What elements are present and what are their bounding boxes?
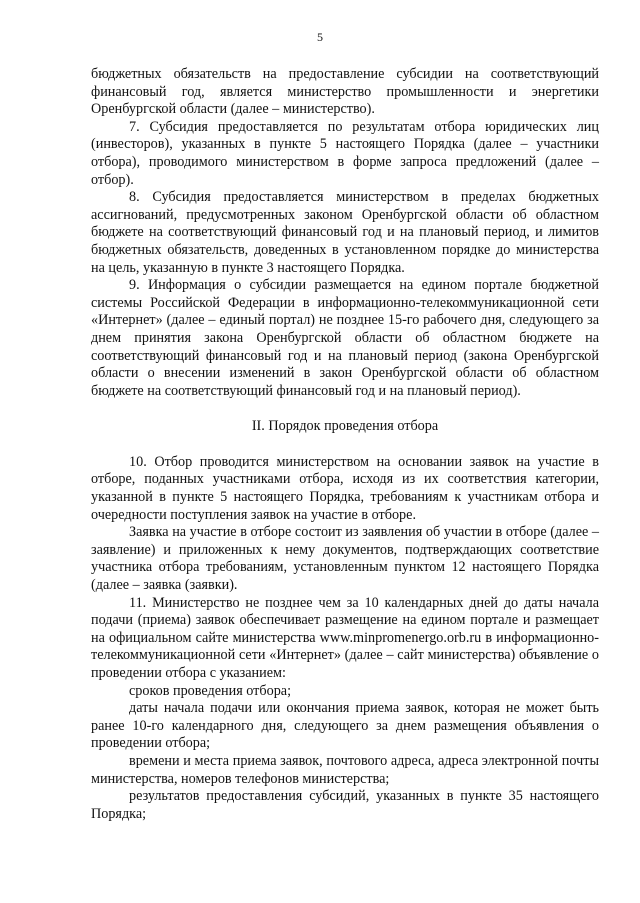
paragraph-item-8: 8. Субсидия предоставляется министерством в пределах бюджетных ассигнований, предусмотренных законом Оренбургской области об областном бюджете на соответствующий финансовый год и на плановый период, и лимитов бюджетных обязательств, доведенных в установленном порядке до министерства на цель, указанную в пункте 3 настоящего Порядка. xyxy=(91,189,599,276)
paragraph-item-10: 10. Отбор проводится министерством на основании заявок на участие в отборе, поданных участниками отбора, исходя из их соответствия категории, указанной в пункте 5 настоящего Порядка, требованиям к участникам отбора и очередности поступления заявок на участие в отборе. xyxy=(91,453,599,523)
list-item-contacts: времени и места приема заявок, почтового адреса, адреса электронной почты министерства, номеров телефонов министерства; xyxy=(91,752,599,787)
paragraph-item-11: 11. Министерство не позднее чем за 10 календарных дней до даты начала подачи (приема) заявок обеспечивает размещение на едином портале и размещает на официальном сайте министерства www.minpromenergo.orb.ru в информационно-телекоммуникационной сети «Интернет» (далее – сайт министерства) объявление о проведении отбора с указанием: xyxy=(91,594,599,681)
paragraph-continuation: бюджетных обязательств на предоставление субсидии на соответствующий финансовый год, является министерство промышленности и энергетики Оренбургской области (далее – министерство). xyxy=(91,66,599,118)
list-item-results: результатов предоставления субсидий, указанных в пункте 35 настоящего Порядка; xyxy=(91,788,599,822)
document-body xyxy=(91,66,599,823)
paragraph-item-7: 7. Субсидия предоставляется по результатам отбора юридических лиц (инвесторов), указанных в пункте 5 настоящего Порядка (далее – участники отбора), проводимого министерством в форме запроса предложений (далее – отбор). xyxy=(91,118,599,188)
section-heading: II. Порядок проведения отбора xyxy=(251,418,439,435)
list-item-selection-terms: сроков проведения отбора; xyxy=(129,682,292,699)
list-item-submission-dates: даты начала подачи или окончания приема заявок, которая не может быть ранее 10-го календарного дня, следующего за днем размещения объявления о проведении отбора; xyxy=(91,700,599,752)
paragraph-application-composition: Заявка на участие в отборе состоит из заявления об участии в отборе (далее – заявление) и приложенных к нему документов, подтверждающих соответствие участника отбора требованиям, установленным пунктом 12 настоящего Порядка (далее – заявка (заявки). xyxy=(91,524,599,594)
page-number: 5 xyxy=(317,30,323,44)
paragraph-item-9: 9. Информация о субсидии размещается на едином портале бюджетной системы Российской Федерации в информационно-телекоммуникационной сети «Интернет» (далее – единый портал) не позднее 15-го рабочего дня, следующего за днем принятия закона Оренбургской области об областном бюджете на соответствующий финансовый год и на плановый период (закона Оренбургской области о внесении изменений в закон Оренбургской области об областном бюджете на соответствующий финансовый год и на плановый период). xyxy=(91,277,599,399)
